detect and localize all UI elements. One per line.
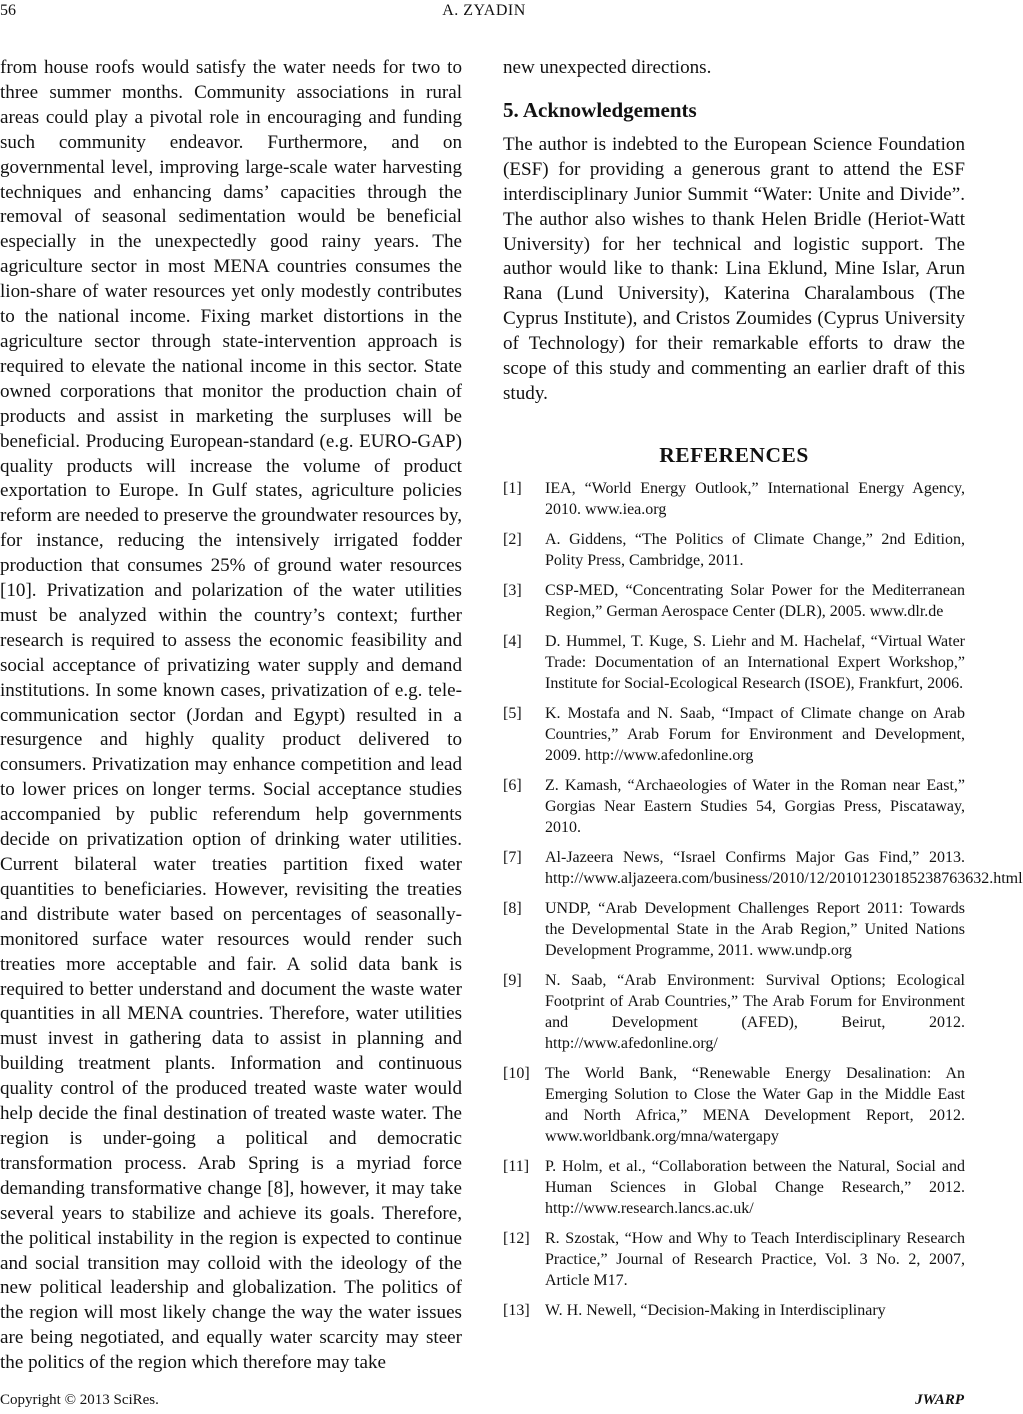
reference-text: Al-Jazeera News, “Israel Confirms Major Gas Find,” 2013. http://www.aljazeera.com/business/2010/12/20101230185238763632.html xyxy=(545,848,1023,887)
reference-number: [3] xyxy=(503,581,522,599)
reference-text: Z. Kamash, “Archaeologies of Water in the Roman near East,” Gorgias Near Eastern Studies 54, Gorgias Press, Piscataway, 2010. xyxy=(545,776,965,836)
reference-number: [6] xyxy=(503,776,522,794)
reference-number: [2] xyxy=(503,530,522,548)
reference-item xyxy=(503,847,1023,889)
acknowledgements-paragraph: The author is indebted to the European Science Foundation (ESF) for providing a generous grant to attend the ESF interdisciplinary Junior Summit “Water: Unite and Divide”. The author also wishes to thank Helen Bridle (Heriot-Watt University) for her technical and logistic support. The author would like to thank: Lina Eklund, Mine Islar, Arun Rana (Lund University), Katerina Charalambous (The Cyprus Institute), and Cristos Zoumides (Cyprus University of Technology) for their remarkable efforts to draw the scope of this study and commenting an earlier draft of this study. xyxy=(503,133,965,404)
reference-text: W. H. Newell, “Decision-Making in Interdisciplinary xyxy=(545,1301,886,1319)
reference-text: UNDP, “Arab Development Challenges Report 2011: Towards the Developmental State in the Arab Region,” United Nations Development Programme, 2011. www.undp.org xyxy=(545,899,965,959)
page-footer xyxy=(0,1392,968,1414)
reference-item xyxy=(503,1063,965,1147)
reference-text: N. Saab, “Arab Environment: Survival Options; Ecological Footprint of Arab Countries,” The Arab Forum for Environment and Development (AFED), Beirut, 2012. http://www.afedonline.org/ xyxy=(545,971,965,1052)
reference-text: A. Giddens, “The Politics of Climate Change,” 2nd Edition, Polity Press, Cambridge, 2011. xyxy=(545,530,965,569)
reference-item xyxy=(503,1228,965,1291)
reference-number: [11] xyxy=(503,1157,530,1175)
reference-number: [9] xyxy=(503,971,522,989)
reference-number: [1] xyxy=(503,479,522,497)
reference-number: [5] xyxy=(503,704,522,722)
right-column xyxy=(503,56,1023,1330)
continuation-text: new unexpected directions. xyxy=(503,57,712,78)
reference-number: [13] xyxy=(503,1301,530,1319)
reference-item xyxy=(503,703,965,766)
reference-text: P. Holm, et al., “Collaboration between the Natural, Social and Human Sciences in Global Change Research,” 2012. http://www.research.lancs.ac.uk/ xyxy=(545,1157,965,1217)
reference-item xyxy=(503,478,965,520)
reference-text: The World Bank, “Renewable Energy Desalination: An Emerging Solution to Close the Water Gap in the Middle East and North Africa,” MENA Development Report, 2012. www.worldbank.org/mna/watergapy xyxy=(545,1064,965,1145)
reference-number: [10] xyxy=(503,1064,530,1082)
reference-item xyxy=(503,631,965,694)
reference-item xyxy=(503,1300,965,1321)
page-number: 56 xyxy=(0,2,16,19)
reference-item xyxy=(503,580,965,622)
page-header xyxy=(0,0,968,24)
journal-abbreviation: JWARP xyxy=(915,1392,964,1408)
reference-item xyxy=(503,529,965,571)
reference-text: R. Szostak, “How and Why to Teach Interdisciplinary Research Practice,” Journal of Research Practice, Vol. 3 No. 2, 2007, Article M17. xyxy=(545,1229,965,1289)
reference-number: [8] xyxy=(503,899,522,917)
section-heading: 5. Acknowledgements xyxy=(503,97,697,122)
reference-item xyxy=(503,775,965,838)
body-paragraph: from house roofs would satisfy the water needs for two to three summer months. Community associations in rural areas could play a pivotal role in encouraging and funding such community endeavor. Furthermore, and on governmental level, improving large-scale water harvesting techniques and enhancing dams’ capacities through the removal of seasonal sedimentation would be beneficial especially in the unexpectedly good rainy years. The agriculture sector in most MENA countries consumes the lion-share of water resources yet only modestly contributes to the national income. Fixing market distortions in the agriculture sector through state-intervention approach is required to elevate the national income in this sector. State owned corporations that monitor the production chain of products and assist in marketing the surpluses will be beneficial. Producing European-standard (e.g. EURO-GAP) quality products will increase the volume of product exportation to Europe. In Gulf states, agriculture policies reform are needed to preserve the groundwater resources by, for instance, reducing the intensively irrigated fodder production that consumes 25% of ground water resources [10]. Privatization and polarization of the water utilities must be analyzed within the country’s context; further research is required to assess the economic feasibility and social acceptance of privatizing water supply and demand institutions. In some known cases, privatization of e.g. tele-communication sector (Jordan and Egypt) resulted in a resurgence and highly quality product delivered to consumers. Privatization may enhance competition and lead to lower prices on longer terms. Social acceptance studies accompanied by public referendum help governments decide on privatization option of drinking water utilities. Current bilateral water treaties partition fixed water quantities to beneficiaries. However, revisiting the treaties and distribute water based on percentages of seasonally-monitored surface water resources would render such treaties more acceptable and fair. A solid data bank is required to better understand and document the waste water quantities in all MENA countries. Therefore, water utilities must invest in gathering data to assist in planning and building treatment plants. Information and continuous quality control of the produced treated waste water would help decide the final destination of treated waste water. The region is under-going a political and democratic transformation process. Arab Spring is a myriad force demanding transformative change [8], however, it may take several years to stabilize and achieve its goals. Therefore, the political instability in the region is expected to continue and social transition may colloid with the ideology of the new political leadership and globalization. The politics of the region will most likely change the way the water issues are being negotiated, and equally water scarcity may steer the politics of the region which therefore may take xyxy=(0,57,462,1374)
reference-text: IEA, “World Energy Outlook,” International Energy Agency, 2010. www.iea.org xyxy=(545,479,965,518)
copyright-notice: Copyright © 2013 SciRes. xyxy=(0,1392,159,1408)
reference-number: [7] xyxy=(503,848,522,866)
references-heading: REFERENCES xyxy=(659,442,809,467)
reference-item xyxy=(503,970,965,1054)
reference-item xyxy=(503,1156,965,1219)
reference-list xyxy=(503,478,1023,1321)
reference-text: CSP-MED, “Concentrating Solar Power for the Mediterranean Region,” German Aerospace Center (DLR), 2005. www.dlr.de xyxy=(545,581,965,620)
reference-text: D. Hummel, T. Kuge, S. Liehr and M. Hachelaf, “Virtual Water Trade: Documentation of an International Expert Workshop,” Institute for Social-Ecological Research (ISOE), Frankfurt, 2006. xyxy=(545,632,965,692)
left-column xyxy=(0,56,462,1376)
reference-text: K. Mostafa and N. Saab, “Impact of Climate change on Arab Countries,” Arab Forum for Environment and Development, 2009. http://www.afedonline.org xyxy=(545,704,965,764)
reference-item xyxy=(503,898,965,961)
reference-number: [4] xyxy=(503,632,522,650)
running-title: A. ZYADIN xyxy=(442,2,526,19)
reference-number: [12] xyxy=(503,1229,530,1247)
